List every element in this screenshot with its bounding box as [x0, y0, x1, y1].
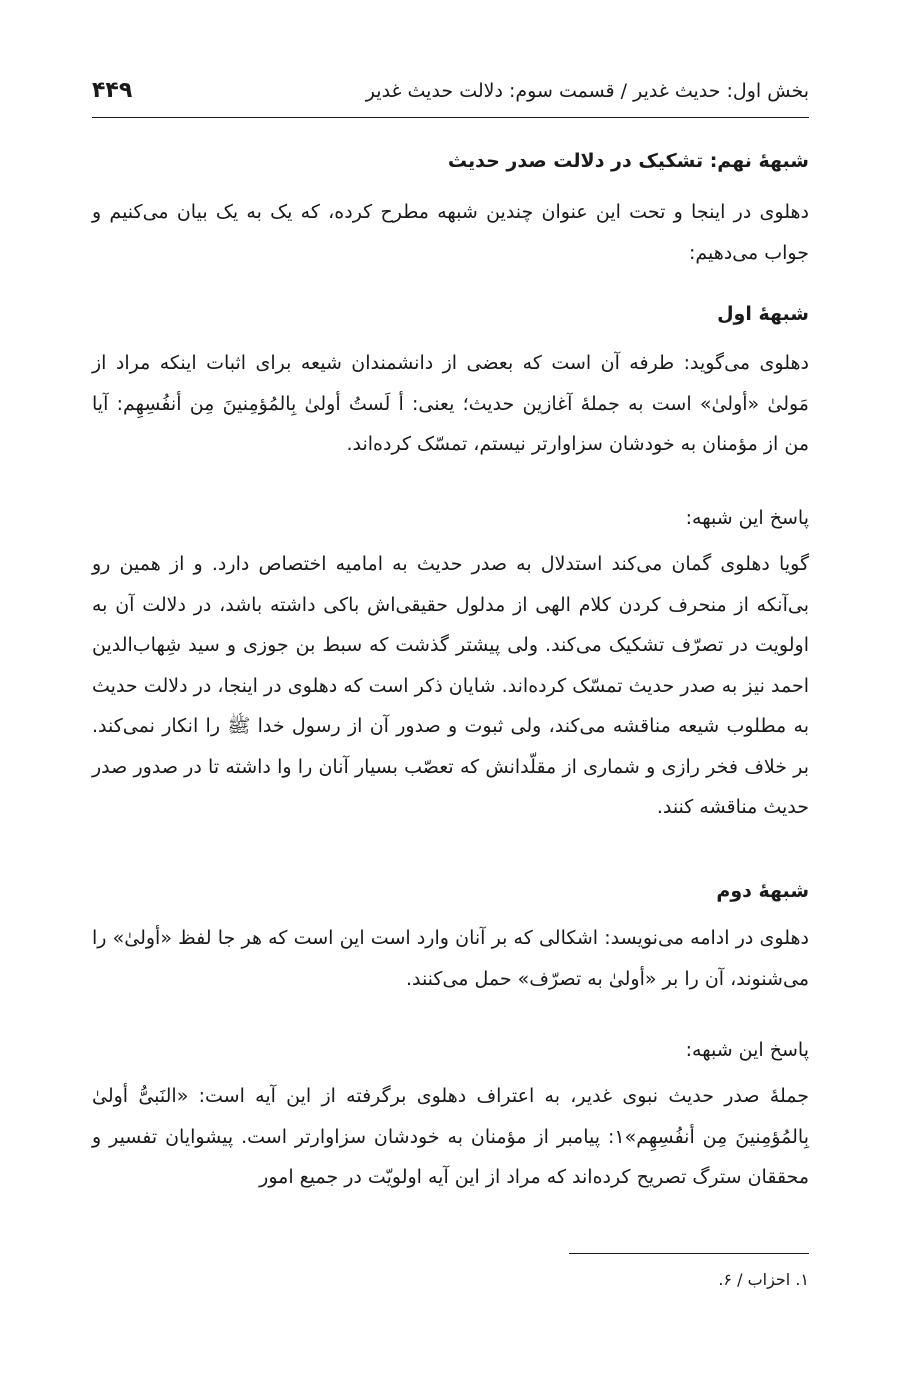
- footnote: ۱. احزاب / ۶.: [718, 1270, 809, 1289]
- book-page: [92, 0, 809, 1390]
- section-heading-ninth-doubt: شبههٔ نهم: تشکیک در دلالت صدر حدیث: [447, 150, 809, 172]
- paragraph-first-doubt: دهلوی می‌گوید: طرفه آن است که بعضی از دانشمندان شیعه برای اثبات اینکه مراد از مَولیٰ «أولیٰ» است به جملهٔ آغازین حدیث؛ یعنی: أ لَستُ أولیٰ بِالمُؤمِنینَ مِن أنفُسِهِم: آیا من از مؤمنان به خودشان سزاوارتر نیستم، تمسّک کرده‌اند.: [92, 352, 809, 455]
- footnote-rule: [569, 1253, 809, 1254]
- answer-label-second: پاسخ این شبهه:: [685, 1039, 809, 1061]
- paragraph-second-doubt: دهلوی در ادامه می‌نویسد: اشکالی که بر آنان وارد است این است که هر جا لفظ «أولیٰ» را می‌شنوند، آن را بر «أولیٰ به تصرّف» حمل می‌کنند.: [92, 927, 809, 990]
- section-heading-second-doubt: شبههٔ دوم: [716, 880, 809, 902]
- section-heading-first-doubt: شبههٔ اول: [717, 303, 809, 325]
- page-number: ۴۴۹: [92, 78, 133, 103]
- running-title: بخش اول: حدیث غدیر / قسمت سوم: دلالت حدیث غدیر: [365, 80, 809, 102]
- paragraph-intro: دهلوی در اینجا و تحت این عنوان چندین شبهه مطرح کرده، که یک به یک بیان می‌کنیم و جواب می‌دهیم:: [92, 201, 809, 264]
- paragraph-second-answer: جملهٔ صدر حدیث نبوی غدیر، به اعتراف دهلوی برگرفته از این آیه است: «النَبیُّ أولیٰ بِالمُؤمِنینَ مِن أنفُسِهِم»۱: پیامبر از مؤمنان به خودشان سزاوارتر است. پیشوایان تفسیر و محققان سترگ تصریح کرده‌اند که مراد از این آیه اولویّت در جمیع امور: [92, 1085, 809, 1188]
- page-header: [92, 74, 809, 108]
- paragraph-first-answer: گویا دهلوی گمان می‌کند استدلال به صدر حدیث به امامیه اختصاص دارد. و از همین رو بی‌آنکه از منحرف کردن کلام الهی از مدلول حقیقی‌اش باکی داشته باشد، در دلالت آن به اولویت در تصرّف تشکیک می‌کند. ولی پیشتر گذشت که سبط بن جوزی و سید شِهاب‌الدین احمد نیز به صدر حدیث تمسّک کرده‌اند. شایان ذکر است که دهلوی در اینجا، در دلالت حدیث به مطلوب شیعه مناقشه می‌کند، ولی ثبوت و صدور آن از رسول خدا ﷺ را انکار نمی‌کند. بر خلاف فخر رازی و شماری از مقلّدانش که تعصّب بسیار آنان را وا داشته تا در صدور صدر حدیث مناقشه کنند.: [92, 553, 809, 818]
- header-rule: [92, 117, 809, 118]
- answer-label-first: پاسخ این شبهه:: [685, 507, 809, 529]
